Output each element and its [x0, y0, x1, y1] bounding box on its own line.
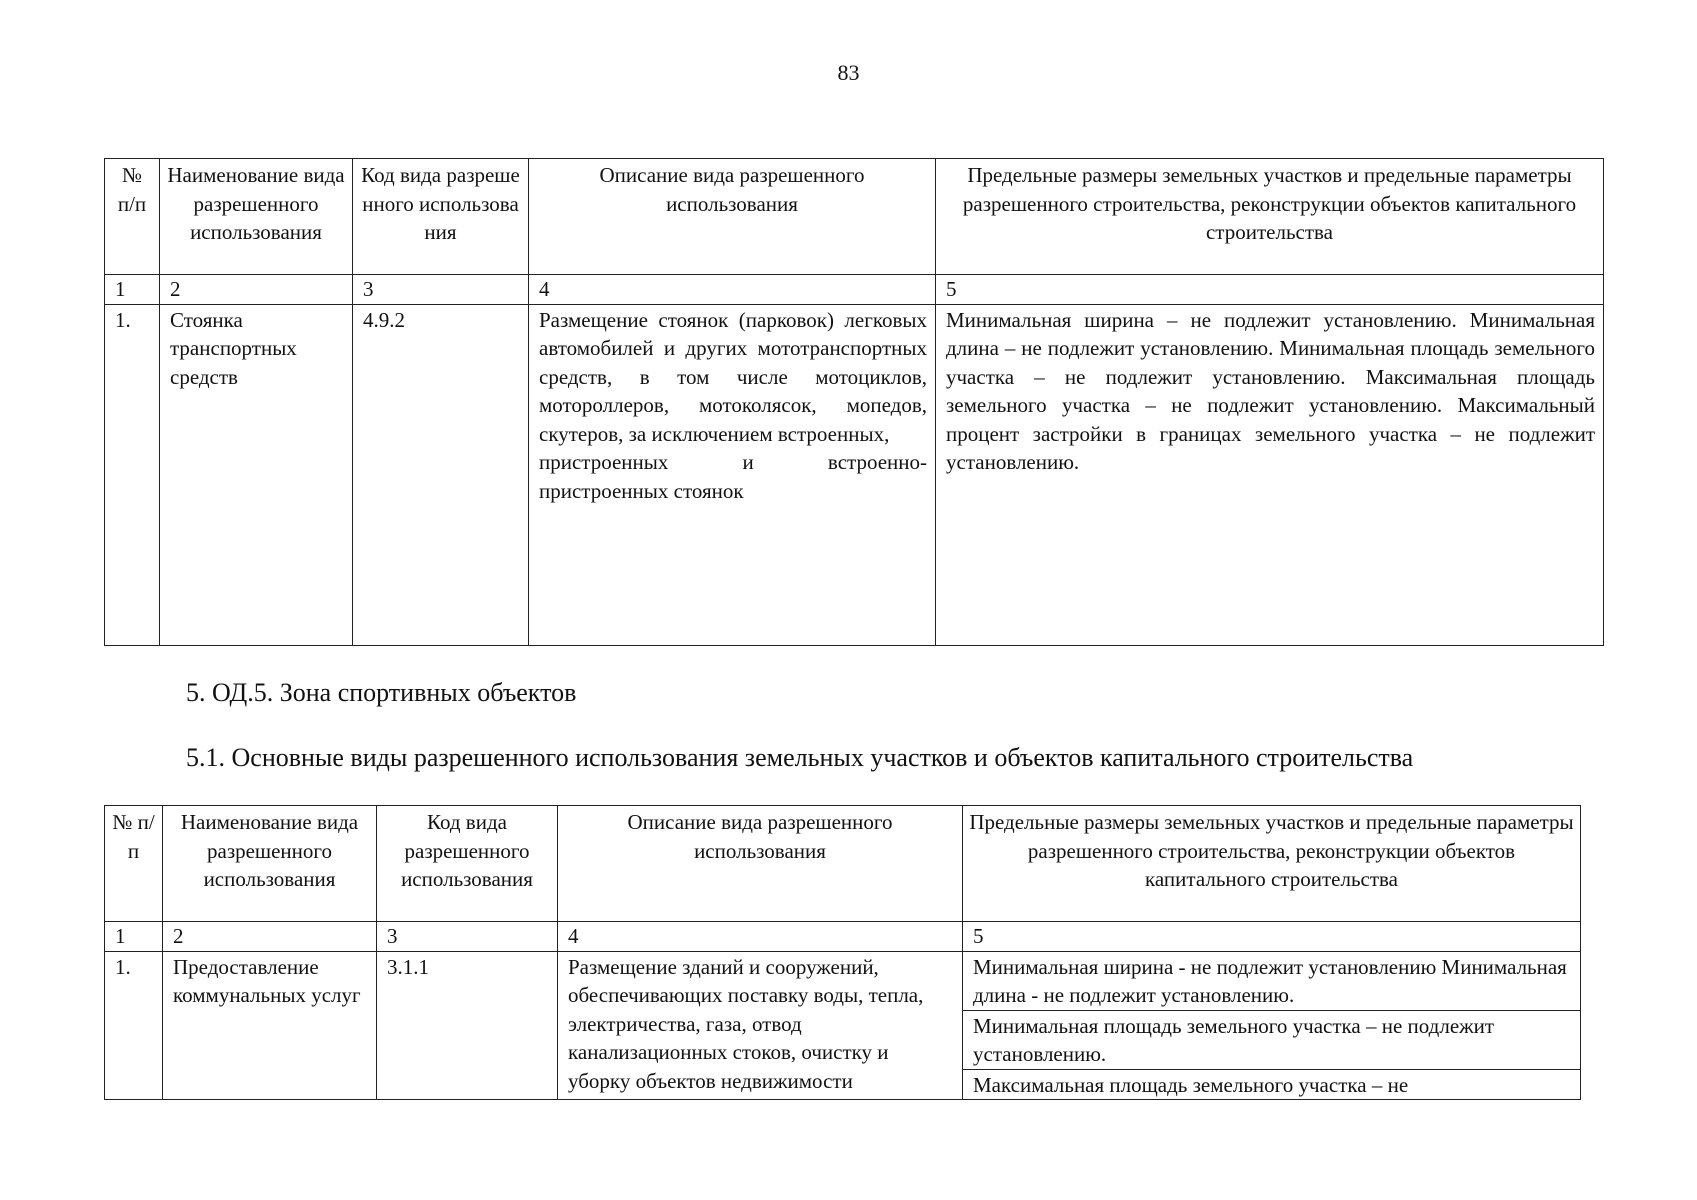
use-description: Размещение зданий и сооружений, обеспечивающих поставку воды, тепла, электричества, газа, отвод канализационных стоков, очистку и уборку объектов недвижимости [558, 951, 963, 1100]
table-row [105, 304, 1604, 645]
use-description-text: пристроенных и встроенно- [539, 450, 927, 474]
column-number: 3 [377, 922, 558, 952]
table-row [105, 951, 1581, 1100]
column-number: 5 [936, 275, 1604, 305]
column-number: 1 [105, 922, 163, 952]
use-description-text: пристроенных стоянок [539, 478, 744, 503]
limits-text: Максимальная площадь земельного участка – не [963, 1069, 1580, 1100]
table-header-row [105, 806, 1581, 922]
column-number: 2 [163, 922, 377, 952]
limits-text: Минимальная ширина – не подлежит установлению. Минимальная длина – не подлежит установлению. Минимальная площадь земельного участка – не подлежит установлению. Максимальная площадь земельного участка – не подлежит установлению. Максимальный процент застройки в границах земельного участка – не подлежит установлению. [936, 304, 1604, 645]
use-description-text: Размещение стоянок (парковок) легковых автомобилей и других мототранспортных средств, в том числе мотоциклов, мотороллеров, мотоколясок, мопедов, скутеров, за исключением встроенных, [539, 307, 927, 446]
permitted-use-table-1 [104, 158, 1604, 646]
use-description [529, 304, 936, 645]
row-number: 1. [105, 304, 160, 645]
column-number: 1 [105, 275, 160, 305]
column-number: 4 [558, 922, 963, 952]
column-number-row [105, 275, 1604, 305]
column-number-row [105, 922, 1581, 952]
header-use-description: Описание вида разрешенного использования [529, 159, 936, 275]
header-use-description: Описание вида разрешенного использования [558, 806, 963, 922]
use-code: 3.1.1 [377, 951, 558, 1100]
column-number: 4 [529, 275, 936, 305]
section-heading: 5. ОД.5. Зона спортивных объектов [186, 678, 577, 707]
subsection-heading: 5.1. Основные виды разрешенного использования земельных участков и объектов капитального строительства [186, 743, 1414, 772]
table-header-row [105, 159, 1604, 275]
header-use-name: Наименование вида разрешенного использования [160, 159, 353, 275]
column-number: 3 [353, 275, 529, 305]
row-number: 1. [105, 951, 163, 1100]
limits-text: Минимальная площадь земельного участка – не подлежит установлению. [963, 1010, 1580, 1069]
permitted-use-table-2 [104, 805, 1581, 1100]
header-use-code: Код вида разрешенного использования [377, 806, 558, 922]
use-code: 4.9.2 [353, 304, 529, 645]
header-num: № п/п [105, 159, 160, 275]
use-name: Стоянка транспортных средств [160, 304, 353, 645]
column-number: 2 [160, 275, 353, 305]
header-num: № п/п [105, 806, 163, 922]
header-limits: Предельные размеры земельных участков и предельные параметры разрешенного строительства, реконструкции объектов капитального строительства [936, 159, 1604, 275]
page-number: 83 [837, 60, 860, 85]
column-number: 5 [963, 922, 1581, 952]
header-use-name: Наименование вида разрешенного использования [163, 806, 377, 922]
limits-cell [963, 951, 1581, 1100]
header-use-code: Код вида разрешенного использования [353, 159, 529, 275]
limits-text: Минимальная ширина - не подлежит установлению Минимальная длина - не подлежит установлению. [973, 954, 1567, 1007]
use-name: Предоставление коммунальных услуг [163, 951, 377, 1100]
header-limits: Предельные размеры земельных участков и предельные параметры разрешенного строительства, реконструкции объектов капитального строительства [963, 806, 1581, 922]
